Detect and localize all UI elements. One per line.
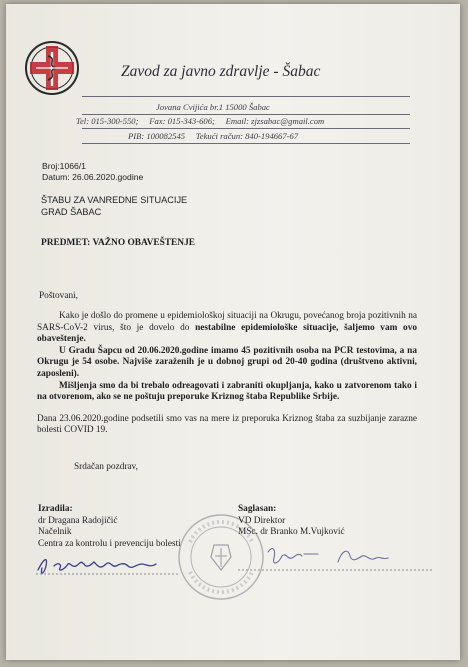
tax-line bbox=[128, 131, 298, 141]
prepared-by-name: dr Dragana Radojičić bbox=[38, 515, 118, 526]
paragraph-1 bbox=[37, 311, 417, 346]
recipient-line-2: GRAD ŠABAC bbox=[41, 207, 102, 217]
document-number: Broj:1066/1 bbox=[42, 161, 86, 171]
salutation: Poštovani, bbox=[39, 291, 78, 301]
account-text: Tekući račun: 840-194667-67 bbox=[195, 131, 299, 141]
letterhead-divider-2 bbox=[82, 114, 410, 115]
left-handwritten-signature bbox=[34, 552, 184, 578]
letter-body bbox=[37, 311, 417, 437]
prepared-by-unit: Centra za kontrolu i prevenciju bolesti bbox=[38, 538, 181, 549]
paragraph-3: Mišljenja smo da bi trebalo odreagovati i zabraniti okupljanja, kako u zatvorenom tako i na otvorenom, ako se ne poštuju preporuke Kriznog štaba Republike Srbije. bbox=[37, 380, 417, 403]
institution-name: Zavod za javno zdravlje - Šabac bbox=[121, 63, 321, 80]
contact-line bbox=[76, 116, 324, 126]
letterhead-divider-top bbox=[82, 96, 410, 97]
pib-text: PIB: 100082545 bbox=[128, 131, 186, 141]
prepared-by-role: Načelnik bbox=[38, 527, 72, 537]
fax-text: Fax: 015-343-606; bbox=[149, 116, 215, 126]
letter-page bbox=[6, 4, 460, 660]
paragraph-4: Dana 23.06.2020.godine podsetili smo vas na mere iz preporuka Kriznog štaba za suzbijanje zarazne bolesti COVID 19. bbox=[37, 413, 417, 436]
paragraph-1-text: Kako je došlo do promene u epidemiološkoj situaciji na Okrugu, povećanog broja pozitivnih na SARS-CoV-2 virus, što je dovelo do bbox=[37, 311, 417, 333]
email-label: Email: bbox=[225, 116, 252, 126]
paragraph-2: U Gradu Šapcu od 20.06.2020.godine imamo 45 pozitivnih osoba na PCR testovima, a na Okrugu je 54 osobe. Najviše zaraženih je u dobnoj grupi od 20-40 godina (društveno aktivni, zaposleni). bbox=[37, 345, 417, 379]
right-handwritten-signature bbox=[238, 542, 438, 576]
prepared-by-heading: Izradila: bbox=[38, 504, 73, 514]
left-signature-block bbox=[38, 504, 181, 550]
paragraph-1-emphasis: nestabilne epidemiološke situacije, šaljemo vam ovo obaveštenje. bbox=[37, 322, 417, 345]
letterhead-divider-3 bbox=[82, 128, 410, 129]
email-text: zjzsabac@gmail.com bbox=[251, 116, 325, 126]
institution-address: Jovana Cvijića br.1 15000 Šabac bbox=[156, 102, 270, 112]
recipient-line-1: ŠTABU ZA VANREDNE SITUACIJE bbox=[41, 195, 188, 205]
letterhead-divider-bottom bbox=[82, 143, 410, 144]
institute-logo-icon bbox=[24, 40, 80, 96]
closing: Srdačan pozdrav, bbox=[74, 462, 138, 472]
approved-by-name: MSc. dr Branko M.Vujković bbox=[238, 527, 345, 537]
approved-by-heading: Saglasan: bbox=[238, 504, 277, 514]
right-signature-block bbox=[238, 504, 345, 539]
document-date: Datum: 26.06.2020.godine bbox=[42, 172, 144, 182]
approved-by-role: VD Direktor bbox=[238, 515, 286, 526]
subject-line: PREDMET: VAŽNO OBAVEŠTENJE bbox=[41, 238, 196, 248]
phone-text: Tel: 015-300-550; bbox=[76, 116, 139, 126]
